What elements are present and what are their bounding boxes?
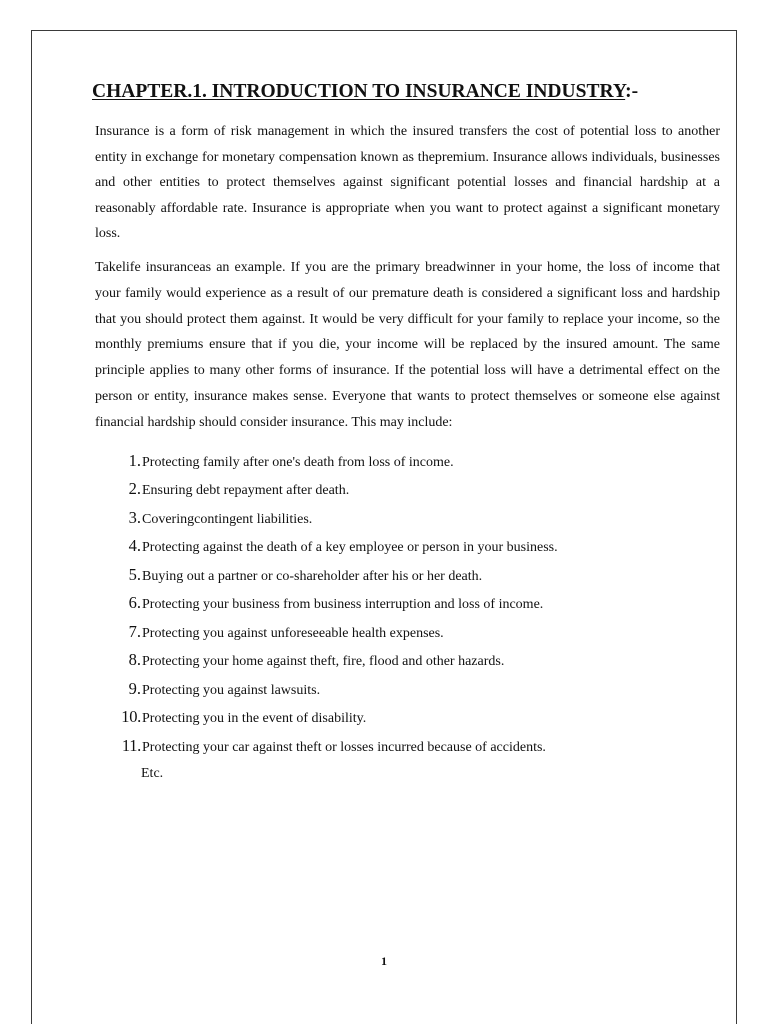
paragraph-insurance-definition: Insurance is a form of risk management in which the insured transfers the cost of potential loss to another entity in exchange for monetary compensation known as thepremium. Insurance allows individuals, businesses and other entities to protect themselves against significant potential losses and financial hardship at a reasonably affordable rate. Insurance is appropriate when you want to protect against a significant monetary loss. xyxy=(95,124,720,242)
list-item-number: 11. xyxy=(121,735,141,755)
list-item-text: Protecting family after one's death from loss of income. xyxy=(142,454,454,470)
list-item-text: Buying out a partner or co-shareholder after his or her death. xyxy=(142,568,483,584)
list-item-text: Protecting your home against theft, fire, flood and other hazards. xyxy=(142,654,505,670)
list-item xyxy=(95,707,720,736)
list-item-text: Protecting your car against theft or losses incurred because of accidents. xyxy=(142,739,546,755)
list-item-number: 10. xyxy=(121,707,141,727)
chapter-heading-suffix: :- xyxy=(625,81,639,102)
list-item xyxy=(95,593,720,622)
insurance-uses-list xyxy=(95,451,720,765)
list-item xyxy=(95,508,720,537)
list-item xyxy=(95,736,720,765)
list-item-number: 6. xyxy=(128,593,141,613)
list-item-text: Protecting your business from business interruption and loss of income. xyxy=(142,597,544,613)
list-item-number: 3. xyxy=(128,507,141,527)
list-item-number: 8. xyxy=(128,650,141,670)
list-item-text: Coveringcontingent liabilities. xyxy=(142,511,313,527)
list-item xyxy=(95,479,720,508)
etc-text: Etc. xyxy=(141,766,164,782)
document-body xyxy=(92,78,720,784)
list-item-number: 4. xyxy=(128,536,141,556)
list-item xyxy=(95,650,720,679)
list-item-text: Protecting against the death of a key employee or person in your business. xyxy=(142,540,558,556)
page-number: 1 xyxy=(381,954,387,968)
list-item-number: 5. xyxy=(128,564,141,584)
list-item-number: 2. xyxy=(128,479,141,499)
list-item-number: 7. xyxy=(128,621,141,641)
list-item xyxy=(95,565,720,594)
list-item xyxy=(95,451,720,480)
list-item-text: Ensuring debt repayment after death. xyxy=(142,483,350,499)
chapter-heading xyxy=(92,78,720,106)
list-item-text: Protecting you against lawsuits. xyxy=(142,682,321,698)
list-item xyxy=(95,679,720,708)
chapter-heading-text: CHAPTER.1. INTRODUCTION TO INSURANCE INDUSTRY xyxy=(92,81,626,102)
list-item xyxy=(95,622,720,651)
list-item-text: Protecting you in the event of disability. xyxy=(142,711,367,727)
list-item-number: 1. xyxy=(128,450,141,470)
list-item-text: Protecting you against unforeseeable health expenses. xyxy=(142,625,444,641)
list-item xyxy=(95,536,720,565)
paragraph-life-insurance-example: Takelife insuranceas an example. If you are the primary breadwinner in your home, the loss of income that your family would experience as a result of our premature death is considered a significant loss and hardship that you should protect them against. It would be very difficult for your family to replace your income, so the monthly premiums ensure that if you die, your income will be replaced by the insured amount. The same principle applies to many other forms of insurance. If the potential loss will have a detrimental effect on the person or entity, insurance makes sense. Everyone that wants to protect themselves or someone else against financial hardship should consider insurance. This may include: xyxy=(95,259,720,430)
list-item-number: 9. xyxy=(128,678,141,698)
